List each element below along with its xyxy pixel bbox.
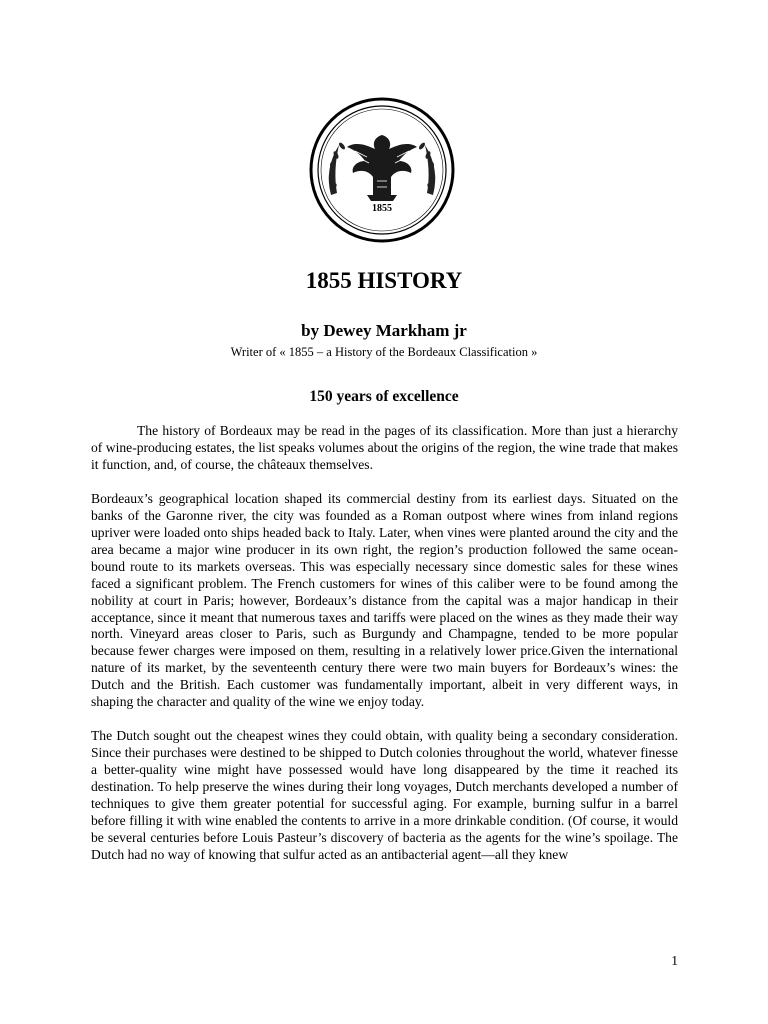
body-text [91, 423, 678, 881]
author-byline: by Dewey Markham jr [301, 321, 467, 340]
paragraph: The history of Bordeaux may be read in the pages of its classification. More than just a hierarchy of wine-producing estates, the list speaks volumes about the origins of the region, the wine trade that makes it function, and, of course, the châteaux themselves. [91, 423, 678, 472]
page-number: 1 [671, 953, 678, 968]
paragraph: Bordeaux’s geographical location shaped its commercial destiny from its earliest days. Situated on the banks of the Garonne river, the city was founded as a Roman outpost where wines from inland regions upriver were loaded onto ships headed back to Italy. Later, when vines were planted around the city and the area became a major wine producer in its own right, the region’s production followed the same ocean-bound route to its markets overseas. This was especially necessary since domestic sales for these wines faced a significant problem. The French customers for wines of this caliber were to be found among the nobility at court in Paris; however, Bordeaux’s distance from the capital was a major handicap in their acceptance, since it meant that numerous taxes and tariffs were placed on the wines as they made their way north. Vineyard areas closer to Paris, such as Burgundy and Champagne, tended to be more popular because fewer charges were imposed on them, resulting in a relatively lower price.Given the international nature of its market, by the seventeenth century there were two main buyers for Bordeaux’s wines: the Dutch and the British. Each customer was fundamentally important, albeit in very different ways, in shaping the character and quality of the wine we enjoy today. [91, 490, 678, 710]
paragraph: The Dutch sought out the cheapest wines they could obtain, with quality being a secondary consideration. Since their purchases were destined to be shipped to Dutch colonies throughout the world, whatever finesse a better-quality wine might have possessed would have long disappeared by the time it reached its destination. To help preserve the wines during their long voyages, Dutch merchants developed a number of techniques to give them greater potential for successful aging. For example, burning sulfur in a barrel before filling it with wine enabled the contents to arrive in a more drinkable condition. (Of course, it would be several centuries before Louis Pasteur’s discovery of bacteria as the agents for the wine’s spoilage. The Dutch had no way of knowing that sulfur acted as an antibacterial agent—all they knew [91, 728, 678, 862]
section-subtitle: 150 years of excellence [309, 388, 459, 405]
author-credit: Writer of « 1855 – a History of the Bordeaux Classification » [230, 345, 538, 359]
page-title: 1855 HISTORY [305, 268, 463, 293]
seal-year: 1855 [372, 203, 392, 214]
eagle-seal-icon [309, 97, 455, 243]
